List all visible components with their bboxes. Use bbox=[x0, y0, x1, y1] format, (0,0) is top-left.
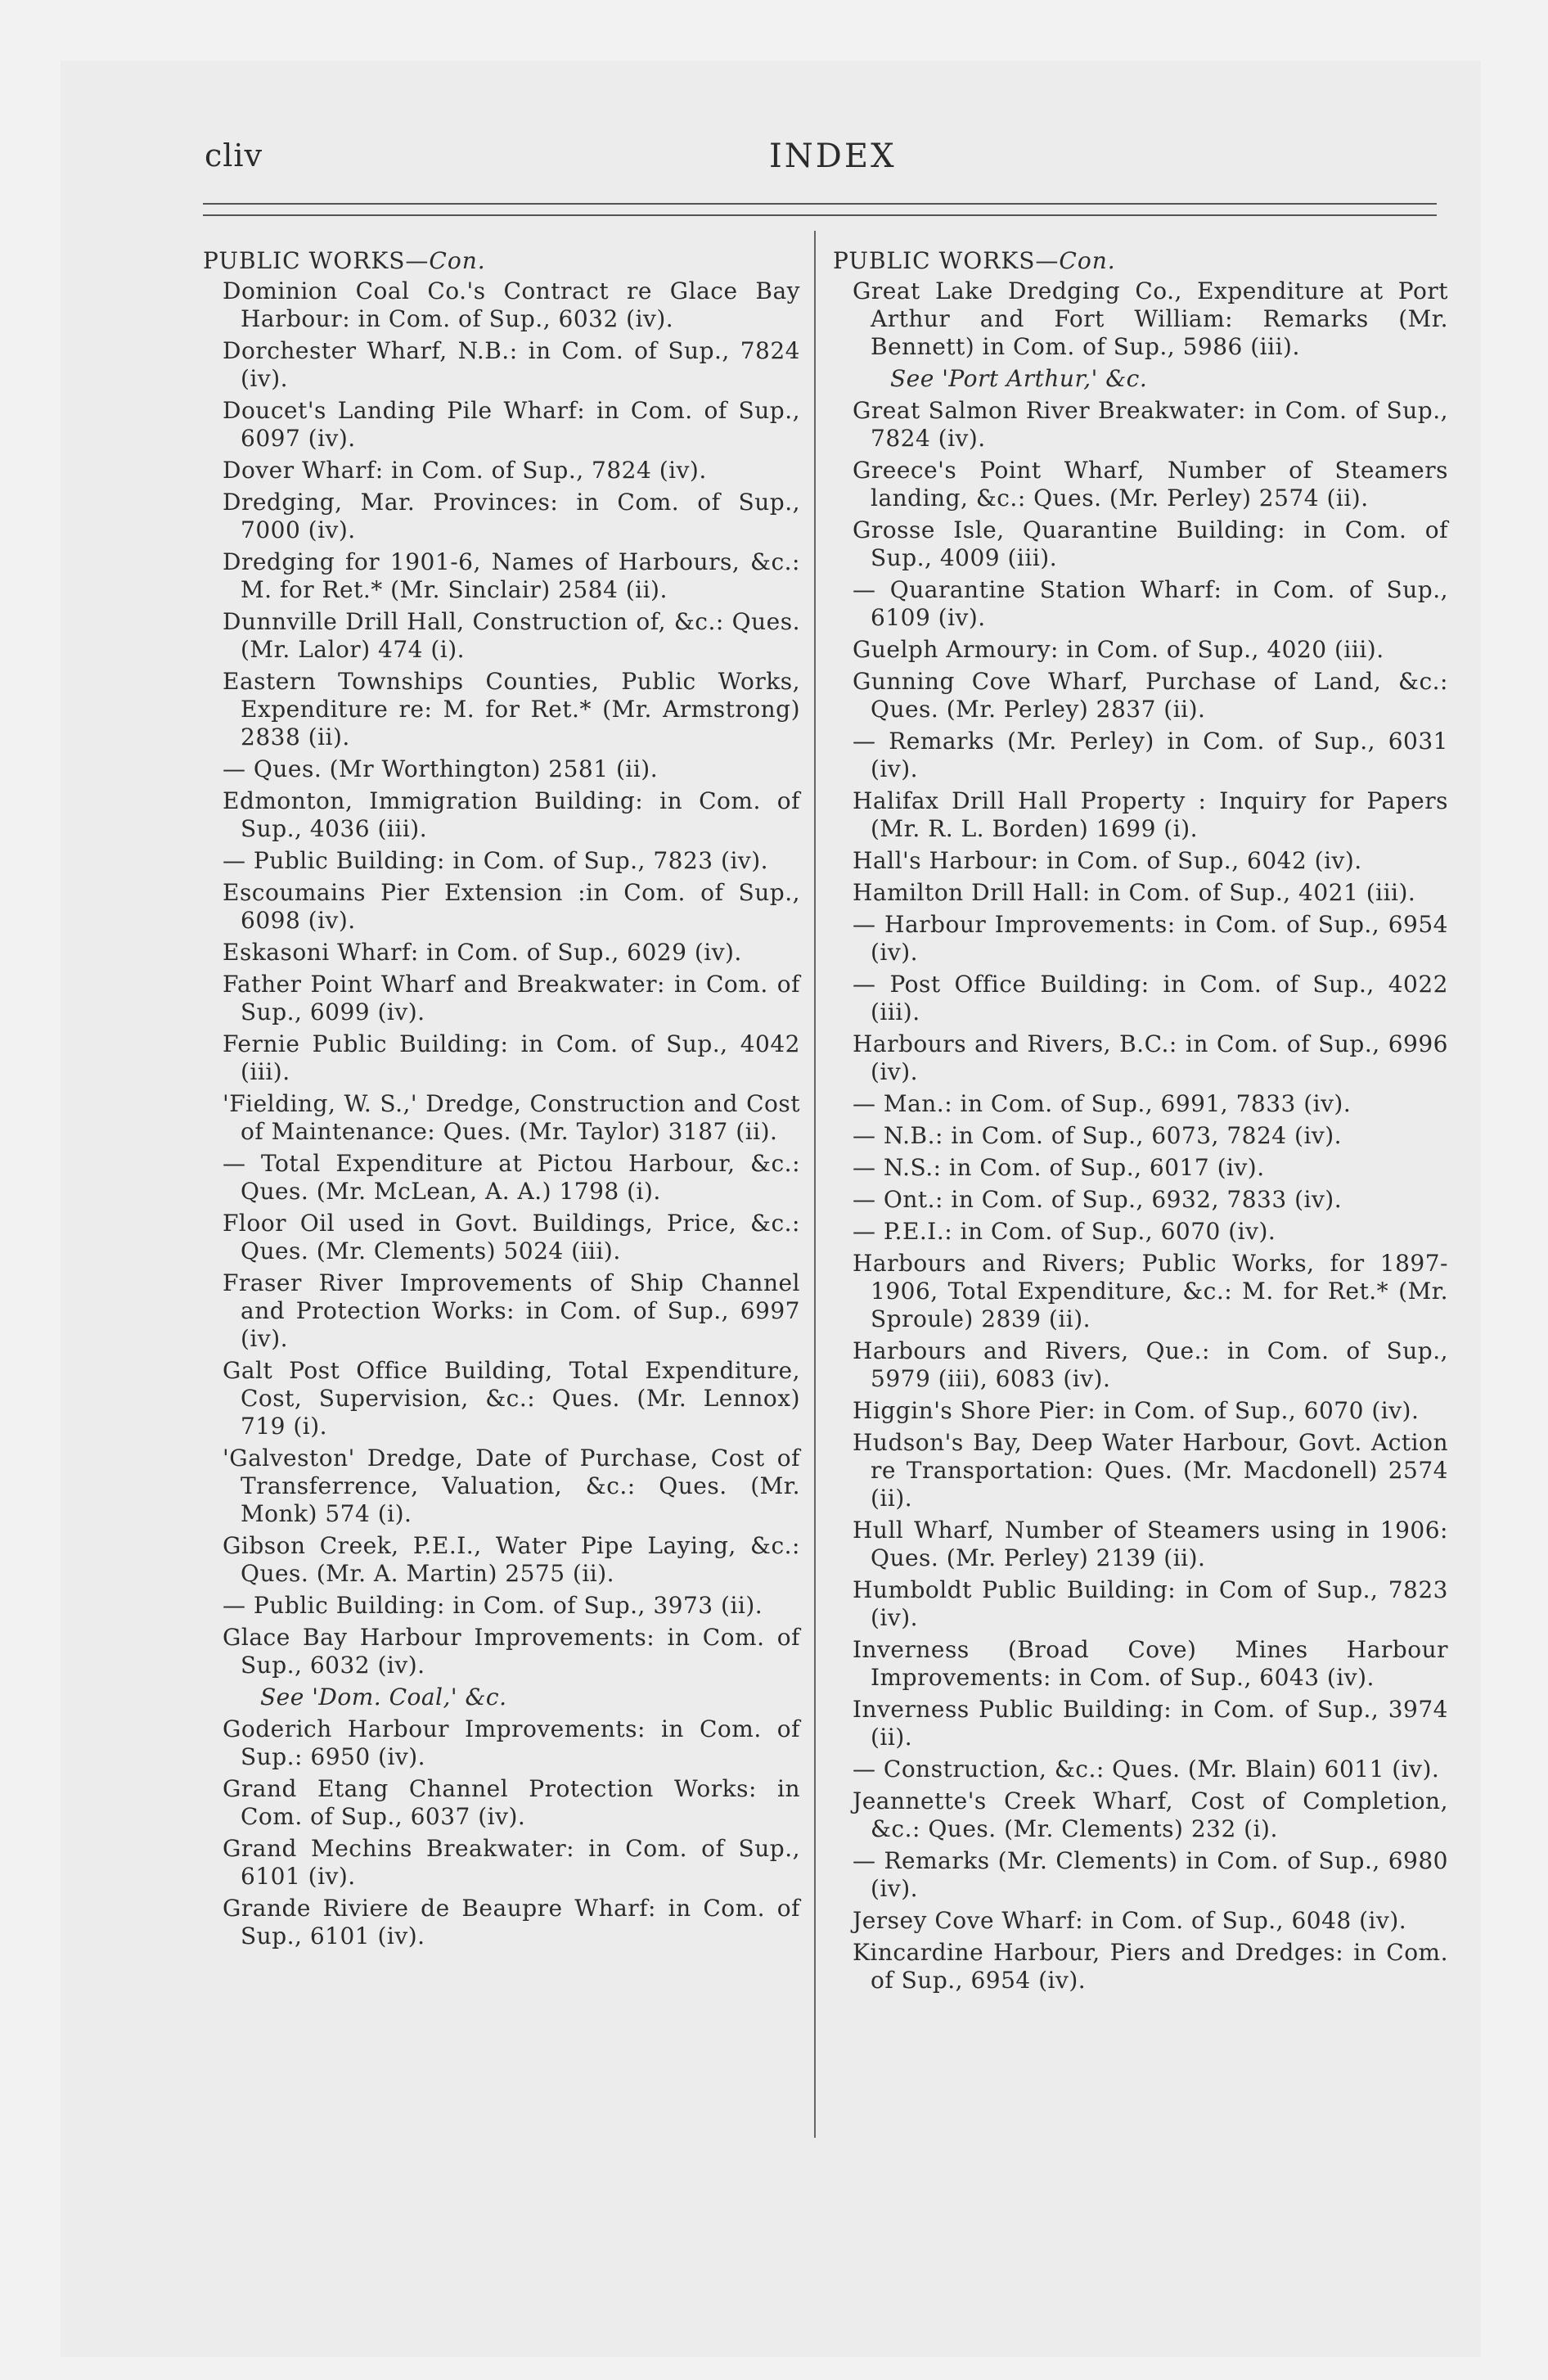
index-entry: Dover Wharf: in Com. of Sup., 7824 (iv). bbox=[223, 457, 707, 484]
index-subentry: — Post Office Building: in Com. of Sup., 4022 (iii). bbox=[853, 971, 1448, 1025]
index-entry: Inverness Public Building: in Com. of Sup., 3974 (ii). bbox=[853, 1696, 1448, 1751]
index-entry: Grande Riviere de Beaupre Wharf: in Com. of Sup., 6101 (iv). bbox=[223, 1895, 800, 1950]
index-entry: Floor Oil used in Govt. Buildings, Price, &c.: Ques. (Mr. Clements) 5024 (iii). bbox=[223, 1210, 800, 1264]
index-entry: Jeannette's Creek Wharf, Cost of Completion, &c.: Ques. (Mr. Clements) 232 (i). bbox=[853, 1787, 1448, 1842]
index-entry: Edmonton, Immigration Building: in Com. of Sup., 4036 (iii). bbox=[223, 787, 800, 842]
index-entry: Kincardine Harbour, Piers and Dredges: in Com. of Sup., 6954 (iv). bbox=[853, 1939, 1448, 1994]
index-subentry: — Quarantine Station Wharf: in Com. of Sup., 6109 (iv). bbox=[853, 576, 1448, 631]
index-subentry: — N.B.: in Com. of Sup., 6073, 7824 (iv). bbox=[853, 1122, 1343, 1149]
section-heading bbox=[833, 247, 1448, 275]
index-entry: Humboldt Public Building: in Com of Sup., 7823 (iv). bbox=[853, 1576, 1448, 1631]
right-column bbox=[833, 247, 1448, 1999]
index-subentry: — P.E.I.: in Com. of Sup., 6070 (iv). bbox=[853, 1218, 1276, 1245]
section-heading bbox=[203, 247, 800, 275]
header-rule-top bbox=[203, 203, 1437, 205]
index-entry: Grand Etang Channel Protection Works: in Com. of Sup., 6037 (iv). bbox=[223, 1775, 800, 1830]
index-entry: Dominion Coal Co.'s Contract re Glace Bay Harbour: in Com. of Sup., 6032 (iv). bbox=[223, 277, 800, 332]
index-entry-list bbox=[833, 277, 1448, 1995]
index-entry-list bbox=[203, 277, 800, 1950]
index-subentry: — Man.: in Com. of Sup., 6991, 7833 (iv). bbox=[853, 1090, 1352, 1117]
index-subentry: — Remarks (Mr. Perley) in Com. of Sup., 6031 (iv). bbox=[853, 728, 1448, 782]
index-subentry: — Construction, &c.: Ques. (Mr. Blain) 6011 (iv). bbox=[853, 1756, 1440, 1783]
index-entry: Dredging for 1901-6, Names of Harbours, &c.: M. for Ret.* (Mr. Sinclair) 2584 (ii). bbox=[223, 548, 800, 603]
index-entry: Dunnville Drill Hall, Construction of, &c.: Ques. (Mr. Lalor) 474 (i). bbox=[223, 608, 800, 663]
section-heading-text: PUBLIC WORKS— bbox=[203, 247, 430, 274]
index-entry: 'Fielding, W. S.,' Dredge, Construction and Cost of Maintenance: Ques. (Mr. Taylor) 3187 (ii). bbox=[223, 1090, 800, 1145]
index-entry: Greece's Point Wharf, Number of Steamers landing, &c.: Ques. (Mr. Perley) 2574 (ii). bbox=[853, 457, 1448, 512]
index-entry: Hudson's Bay, Deep Water Harbour, Govt. Action re Transportation: Ques. (Mr. Macdonell) 2574 (ii). bbox=[853, 1429, 1448, 1512]
index-entry: Halifax Drill Hall Property : Inquiry for Papers (Mr. R. L. Borden) 1699 (i). bbox=[853, 787, 1448, 842]
index-entry: Fernie Public Building: in Com. of Sup., 4042 (iii). bbox=[223, 1030, 800, 1085]
index-entry: Great Lake Dredging Co., Expenditure at Port Arthur and Fort William: Remarks (Mr. Bennett) in Com. of Sup., 5986 (iii). bbox=[853, 277, 1448, 360]
index-entry: Eastern Townships Counties, Public Works, Expenditure re: M. for Ret.* (Mr. Armstrong) 2838 (ii). bbox=[223, 668, 800, 751]
page-number: cliv bbox=[205, 137, 263, 174]
index-subentry: — Public Building: in Com. of Sup., 7823 (iv). bbox=[223, 847, 769, 874]
index-entry: Inverness (Broad Cove) Mines Harbour Improvements: in Com. of Sup., 6043 (iv). bbox=[853, 1636, 1448, 1691]
index-entry: 'Galveston' Dredge, Date of Purchase, Cost of Transferrence, Valuation, &c.: Ques. (Mr. Monk) 574 (i). bbox=[223, 1445, 800, 1527]
index-entry: Higgin's Shore Pier: in Com. of Sup., 6070 (iv). bbox=[853, 1397, 1420, 1424]
index-entry: Jersey Cove Wharf: in Com. of Sup., 6048 (iv). bbox=[853, 1907, 1407, 1934]
left-column bbox=[203, 247, 800, 1954]
index-entry: Hall's Harbour: in Com. of Sup., 6042 (iv). bbox=[853, 847, 1362, 874]
index-entry: Dorchester Wharf, N.B.: in Com. of Sup., 7824 (iv). bbox=[223, 337, 800, 392]
index-entry: Escoumains Pier Extension :in Com. of Sup., 6098 (iv). bbox=[223, 879, 800, 934]
column-divider bbox=[814, 231, 816, 2138]
index-entry: Eskasoni Wharf: in Com. of Sup., 6029 (iv). bbox=[223, 939, 742, 966]
index-entry: Hamilton Drill Hall: in Com. of Sup., 4021 (iii). bbox=[853, 879, 1416, 906]
index-subentry: — Public Building: in Com. of Sup., 3973 (ii). bbox=[223, 1592, 763, 1619]
index-entry: Fraser River Improvements of Ship Channel and Protection Works: in Com. of Sup., 6997 (iv). bbox=[223, 1269, 800, 1352]
index-subentry: — Total Expenditure at Pictou Harbour, &c.: Ques. (Mr. McLean, A. A.) 1798 (i). bbox=[223, 1150, 800, 1205]
page-title: INDEX bbox=[769, 137, 897, 175]
see-reference: See 'Port Arthur,' &c. bbox=[890, 365, 1148, 392]
index-entry: Hull Wharf, Number of Steamers using in 1906: Ques. (Mr. Perley) 2139 (ii). bbox=[853, 1517, 1448, 1571]
see-reference: See 'Dom. Coal,' &c. bbox=[260, 1684, 507, 1711]
index-entry: Dredging, Mar. Provinces: in Com. of Sup., 7000 (iv). bbox=[223, 489, 800, 543]
index-subentry: — Harbour Improvements: in Com. of Sup., 6954 (iv). bbox=[853, 911, 1448, 966]
index-entry: Harbours and Rivers; Public Works, for 1897-1906, Total Expenditure, &c.: M. for Ret.* (Mr. Sproule) 2839 (ii). bbox=[853, 1250, 1448, 1332]
index-entry: Gunning Cove Wharf, Purchase of Land, &c.: Ques. (Mr. Perley) 2837 (ii). bbox=[853, 668, 1448, 723]
index-entry: Guelph Armoury: in Com. of Sup., 4020 (iii). bbox=[853, 636, 1384, 663]
index-entry: Galt Post Office Building, Total Expenditure, Cost, Supervision, &c.: Ques. (Mr. Lennox) 719 (i). bbox=[223, 1357, 800, 1440]
index-entry: Gibson Creek, P.E.I., Water Pipe Laying, &c.: Ques. (Mr. A. Martin) 2575 (ii). bbox=[223, 1532, 800, 1587]
header-rule-bottom bbox=[203, 214, 1437, 216]
index-subentry: — Ques. (Mr Worthington) 2581 (ii). bbox=[223, 755, 659, 782]
index-entry: Glace Bay Harbour Improvements: in Com. of Sup., 6032 (iv). bbox=[223, 1624, 800, 1679]
index-entry: Great Salmon River Breakwater: in Com. of Sup., 7824 (iv). bbox=[853, 397, 1448, 452]
index-entry: Goderich Harbour Improvements: in Com. of Sup.: 6950 (iv). bbox=[223, 1715, 800, 1770]
index-entry: Doucet's Landing Pile Wharf: in Com. of Sup., 6097 (iv). bbox=[223, 397, 800, 452]
index-subentry: — Ont.: in Com. of Sup., 6932, 7833 (iv). bbox=[853, 1186, 1343, 1213]
section-heading-con: Con. bbox=[429, 247, 486, 274]
section-heading-con: Con. bbox=[1059, 247, 1116, 274]
index-entry: Harbours and Rivers, B.C.: in Com. of Sup., 6996 (iv). bbox=[853, 1030, 1448, 1085]
section-heading-text: PUBLIC WORKS— bbox=[833, 247, 1060, 274]
index-entry: Father Point Wharf and Breakwater: in Com. of Sup., 6099 (iv). bbox=[223, 971, 800, 1025]
index-entry: Harbours and Rivers, Que.: in Com. of Sup., 5979 (iii), 6083 (iv). bbox=[853, 1337, 1448, 1392]
index-entry: Grand Mechins Breakwater: in Com. of Sup., 6101 (iv). bbox=[223, 1835, 800, 1890]
index-subentry: — Remarks (Mr. Clements) in Com. of Sup., 6980 (iv). bbox=[853, 1847, 1448, 1902]
index-subentry: — N.S.: in Com. of Sup., 6017 (iv). bbox=[853, 1154, 1265, 1181]
index-entry: Grosse Isle, Quarantine Building: in Com. of Sup., 4009 (iii). bbox=[853, 516, 1448, 571]
